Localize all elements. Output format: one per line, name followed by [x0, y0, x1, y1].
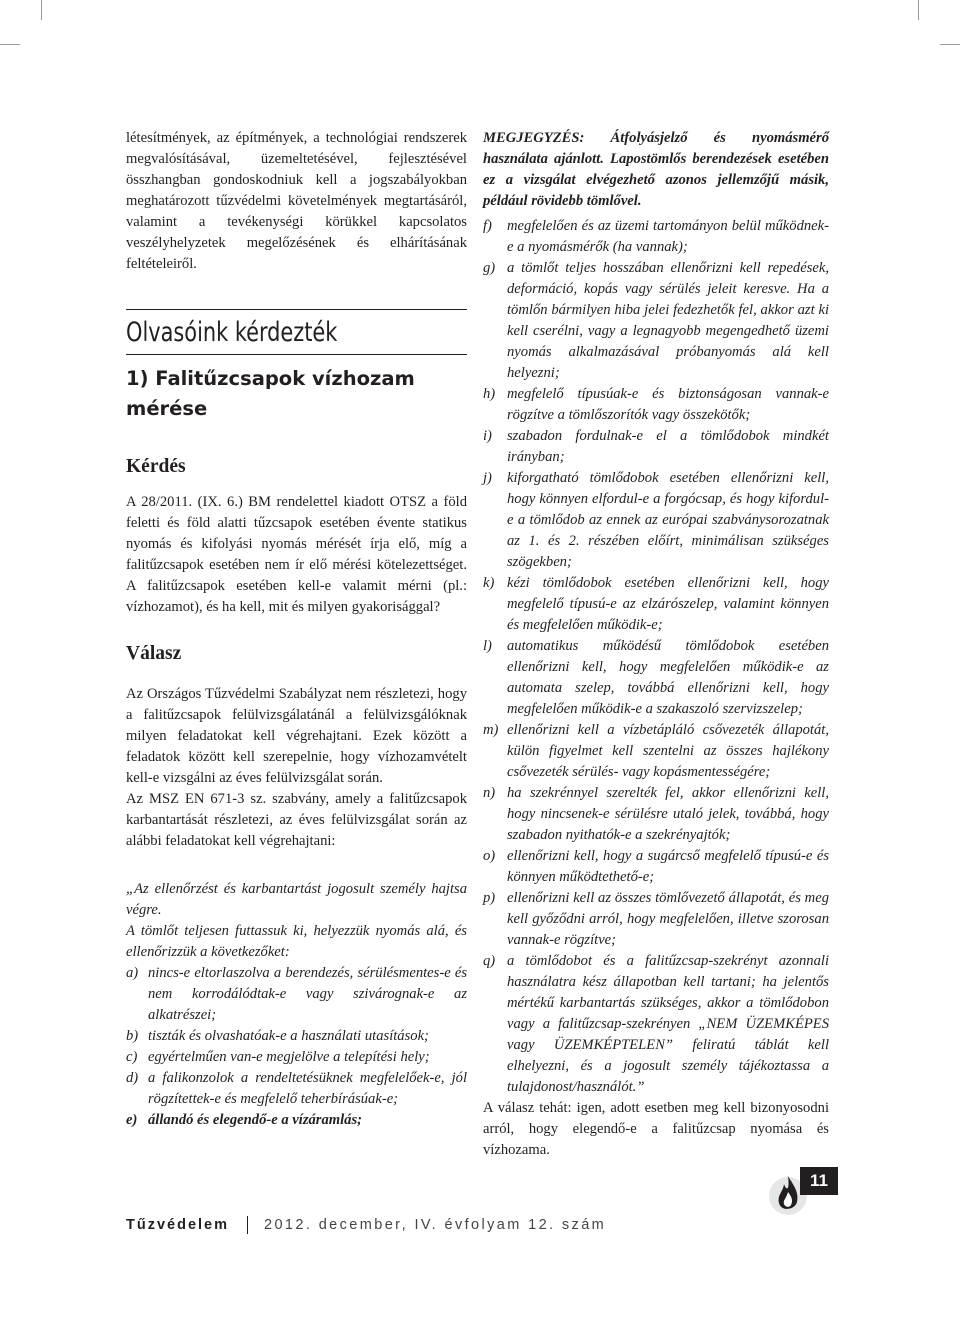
right-column [483, 128, 829, 1161]
question-title: 1) Falitűzcsapok vízhozam mérése [126, 367, 415, 420]
list-item: c) egyértelműen van-e megjelölve a telepítési hely; [126, 1049, 430, 1065]
checklist-left [126, 963, 467, 1131]
list-item: a) nincs-e eltorlaszolva a berendezés, sérülésmentes-e és nem korrodálódtak-e vagy szivárognak-e az alkatrészei; [126, 965, 467, 1023]
question-text: A 28/2011. (IX. 6.) BM rendelettel kiadott OTSZ a föld feletti és föld alatti tűzcsapok esetében évente statikus nyomás és kifolyási nyomás mérését írja elő, míg a falitűzcsapok esetében nem ír elő mérési kötelezettséget. A falitűzcsapok esetében kell-e valamit mérni (pl.: vízhozamot), és ha kell, mit és milyen gyakorisággal? [126, 494, 467, 615]
crop-mark [918, 0, 919, 20]
question-heading: Kérdés [126, 456, 186, 477]
list-item: l) automatikus működésű tömlődobok esetében ellenőrizni kell, hogy megfelelően működik-e az automata szelep, továbbá ellenőrizni kell, hogy megfelelően működik-e a szakaszoló szervizszelep; [483, 638, 829, 717]
list-item: o) ellenőrizni kell, hogy a sugárcső megfelelő típusú-e és könnyen működtethető-e; [483, 848, 829, 885]
list-item: g) a tömlőt teljes hosszában ellenőrizni kell repedések, deformáció, kopás vagy sérülés jeleit keresve. Ha a tömlőn bármilyen hiba jelei fedezhetők fel, akkor azt ki kell cserélni, vagy a legnagyobb megengedhető üzemi nyomás alkalmazásával próbanyomás alá kell helyezni; [483, 260, 829, 381]
footer-divider [247, 1216, 248, 1234]
answer-paragraph: Az Országos Tűzvédelmi Szabályzat nem részletezi, hogy a falitűzcsapok felülvizsgálatánál a felülvizsgálóknak milyen feladatokat kell végrehajtani. Ezek között a feladatok között kell szerepelnie, hogy vízhozamvételt kell-e vizsgálni az éves felülvizsgálat során. [126, 686, 467, 786]
list-item: n) ha szekrénnyel szerelték fel, akkor ellenőrizni kell, hogy nincsenek-e sérülésre utaló jelek, továbbá, hogy szabadon nyithatók-e a szekrényajtók; [483, 785, 829, 843]
section-heading [126, 309, 467, 424]
quote-intro: A tömlőt teljesen futtassuk ki, helyezzük nyomás alá, és ellenőrizzük a következőket: [126, 923, 467, 960]
page-number: 11 [800, 1167, 838, 1195]
section-rule [126, 354, 467, 355]
crop-mark [41, 0, 42, 20]
left-column [126, 128, 467, 1131]
list-item: q) a tömlődobot és a falitűzcsap-szekrényt azonnali használatra kész állapotban kell tartani; ha jelentős mértékű karbantartás szükséges, akkor a tömlődobon vagy a falitűzcsap-szekrényen „NEM ÜZEMKÉPES vagy ÜZEMKÉPTELEN” feliratú táblát kell elhelyezni, és a jogosult személy tájékoztassa a tulajdonost/használót.” [483, 953, 829, 1095]
quote-intro: „Az ellenőrzést és karbantartást jogosult személy hajtsa végre. [126, 881, 467, 918]
intro-paragraph: létesítmények, az építmények, a technológiai rendszerek megvalósításával, üzemeltetésével, fejlesztésével összhangban gondoskodniuk kell a jogszabályokban meghatározott tűzvédelmi követelmények megtartásáról, valamint a tevékenységi körükkel kapcsolatos veszélyhelyzetek megelőzésének és elhárításának feltételeiről. [126, 130, 467, 272]
footer-issue: 2012. december, IV. évfolyam 12. szám [264, 1216, 607, 1233]
list-item: d) a falikonzolok a rendeltetésüknek megfelelőek-e, jól rögzítettek-e és megfelelő teherbírásúak-e; [126, 1070, 467, 1107]
list-item: f) megfelelően és az üzemi tartományon belül működnek-e a nyomásmérők (ha vannak); [483, 218, 829, 255]
list-item: h) megfelelő típusúak-e és biztonságosan vannak-e rögzítve a tömlőszorítók vagy összekötők; [483, 386, 829, 423]
note-paragraph: MEGJEGYZÉS: Átfolyásjelző és nyomásmérő használata ajánlott. Lapostömlős berendezések esetében ez a vizsgálat elvégezhető azonos jellemzőjű másik, például rövidebb tömlővel. [483, 130, 829, 209]
list-item: p) ellenőrizni kell az összes tömlővezető állapotát, és meg kell győződni arról, hogy megfelelően, illetve szorosan vannak-e rögzítve; [483, 890, 829, 948]
list-item: j) kiforgatható tömlődobok esetében ellenőrizni kell, hogy könnyen elfordul-e a forgócsap, és hogy kifordul-e a tömlődob az ennek az európai szabványsorozatnak az 1. és 2. részében előírt, minimálisan szükséges szögekben; [483, 470, 829, 570]
conclusion-paragraph: A válasz tehát: igen, adott esetben meg kell bizonyosodni arról, hogy elegendő-e a falitűzcsap nyomása és vízhozama. [483, 1100, 829, 1158]
list-item: e) állandó és elegendő-e a vízáramlás; [126, 1112, 363, 1128]
footer-brand: Tűzvédelem [126, 1216, 229, 1233]
answer-heading: Válasz [126, 643, 182, 664]
crop-mark [0, 44, 20, 45]
footer [126, 1216, 606, 1234]
list-item: b) tiszták és olvashatóak-e a használati utasítások; [126, 1028, 429, 1044]
list-item: m) ellenőrizni kell a vízbetápláló csővezeték állapotát, külön figyelmet kell szentelni az összes hajlékony csővezeték sérülés- vagy kopásmentességére; [483, 722, 829, 780]
answer-paragraph: Az MSZ EN 671-3 sz. szabvány, amely a falitűzcsapok karbantartását részletezi, az éves felülvizsgálat során az alábbi feladatokat kell végrehajtani: [126, 791, 467, 849]
crop-mark [940, 44, 960, 45]
list-item: k) kézi tömlődobok esetében ellenőrizni kell, hogy megfelelő típusú-e az elzárószelep, valamint könnyen és megfelelően működik-e; [483, 575, 829, 633]
section-title: Olvasóink kérdezték [126, 317, 338, 348]
checklist-right [483, 216, 829, 1098]
list-item: i) szabadon fordulnak-e el a tömlődobok mindkét irányban; [483, 428, 829, 465]
